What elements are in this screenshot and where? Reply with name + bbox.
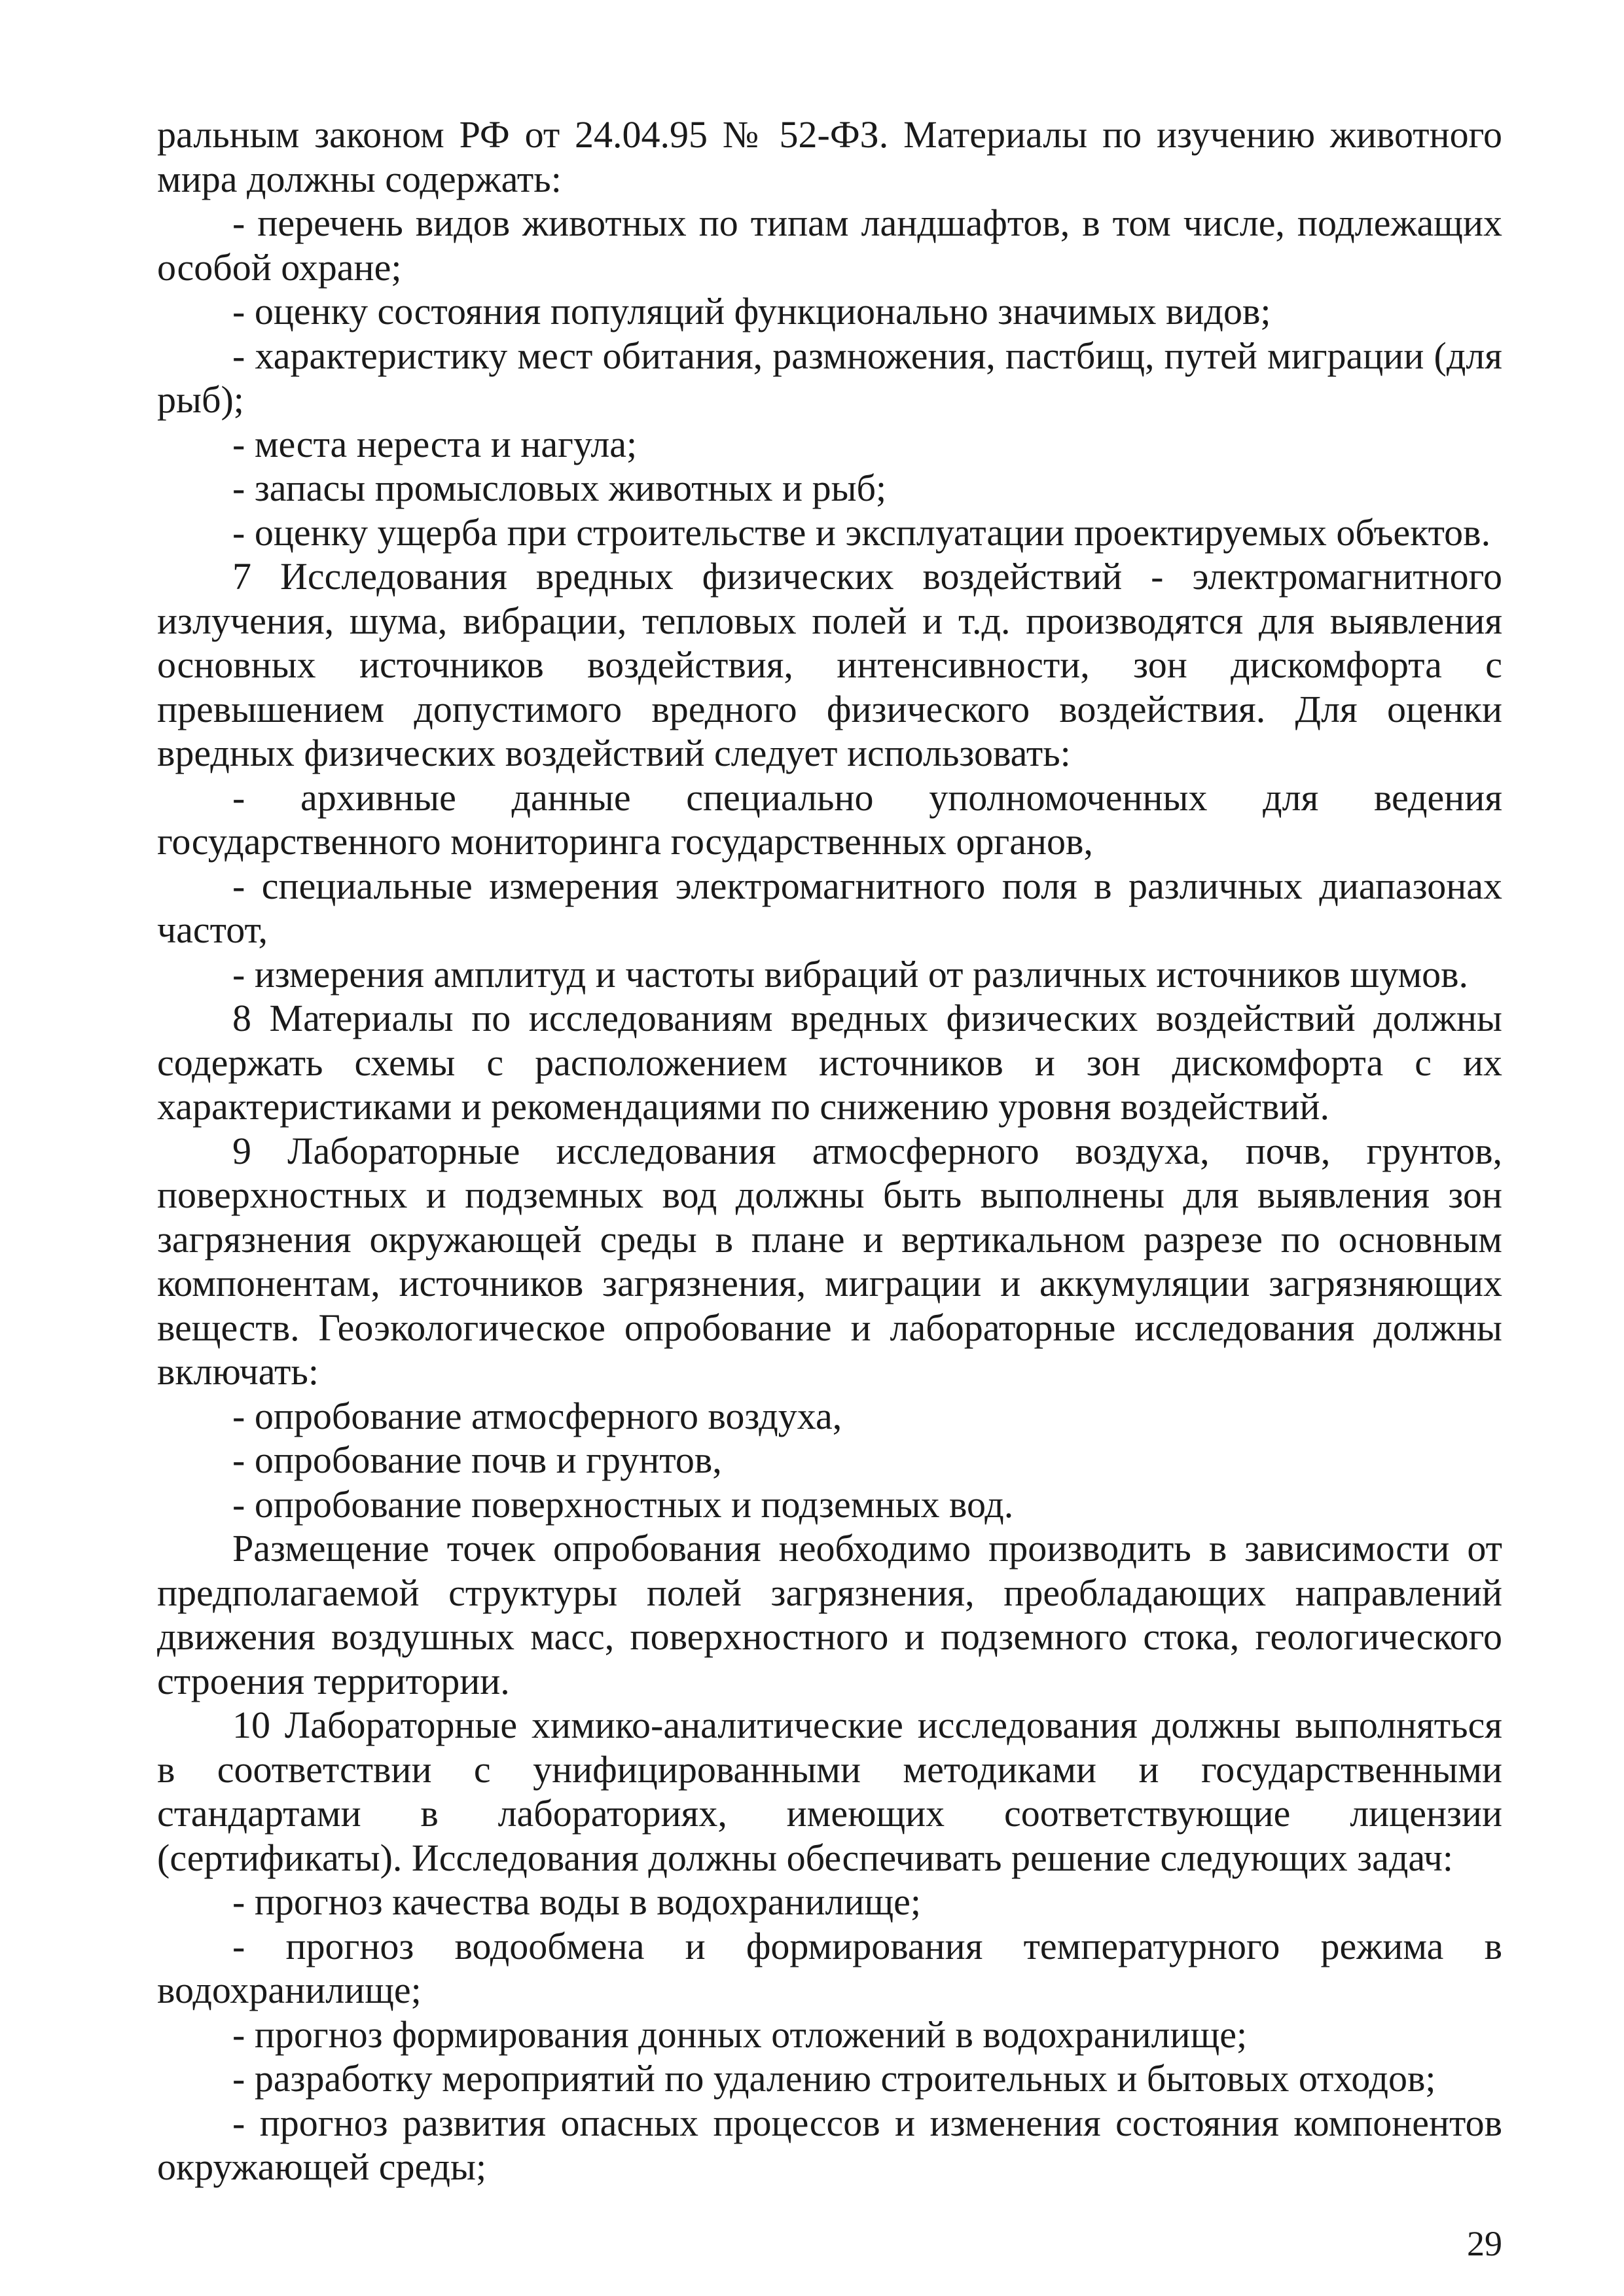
list-item: - опробование поверхностных и подземных вод. bbox=[232, 1482, 1014, 1526]
list-item: - оценку состояния популяций функционально значимых видов; bbox=[232, 290, 1271, 332]
list-item: - опробование почв и грунтов, bbox=[232, 1439, 722, 1481]
list-item: - запасы промысловых животных и рыб; bbox=[232, 467, 887, 509]
paragraph: ральным законом РФ от 24.04.95 № 52-ФЗ. Материалы по изучению животного мира должны содержать: bbox=[157, 113, 1502, 200]
list-item: - архивные данные специально уполномоченных для ведения государственного мониторинга государственных органов, bbox=[157, 776, 1502, 863]
paragraph: 7 Исследования вредных физических воздействий - электромагнитного излучения, шума, вибрации, тепловых полей и т.д. производятся для выявления основных источников воздействия, интенсивности, зон дискомфорта с превышением допустимого вредного физического воздействия. Для оценки вредных физических воздействий следует использовать: bbox=[157, 555, 1502, 774]
list-item: - прогноз водообмена и формирования температурного режима в водохранилище; bbox=[157, 1924, 1502, 2011]
page-number: 29 bbox=[1467, 2224, 1502, 2263]
list-item: - прогноз развития опасных процессов и изменения состояния компонентов окружающей среды; bbox=[157, 2101, 1502, 2188]
list-item: - прогноз качества воды в водохранилище; bbox=[232, 1880, 922, 1923]
paragraph: 8 Материалы по исследованиям вредных физических воздействий должны содержать схемы с расположением источников и зон дискомфорта с их характеристиками и рекомендациями по снижению уровня воздействий. bbox=[157, 997, 1502, 1128]
list-item: - прогноз формирования донных отложений в водохранилище; bbox=[232, 2013, 1248, 2056]
paragraph: 10 Лабораторные химико-аналитические исследования должны выполняться в соответствии с унифицированными методиками и государственными стандартами в лабораториях, имеющих соответствующие лицензии (сертификаты). Исследования должны обеспечивать решение следующих задач: bbox=[157, 1704, 1502, 1879]
list-item: - места нереста и нагула; bbox=[232, 422, 638, 465]
paragraph: 9 Лабораторные исследования атмосферного воздуха, почв, грунтов, поверхностных и подземных вод должны быть выполнены для выявления зон загрязнения окружающей среды в плане и вертикальном разрезе по основным компонентам, источников загрязнения, миграции и аккумуляции загрязняющих веществ. Геоэкологическое опробование и лабораторные исследования должны включать: bbox=[157, 1129, 1502, 1393]
list-item: - опробование атмосферного воздуха, bbox=[232, 1394, 842, 1437]
list-item: - измерения амплитуд и частоты вибраций от различных источников шумов. bbox=[232, 952, 1469, 996]
list-item: - перечень видов животных по типам ландшафтов, в том числе, подлежащих особой охране; bbox=[157, 202, 1502, 289]
list-item: - характеристику мест обитания, размножения, пастбищ, путей миграции (для рыб); bbox=[157, 334, 1502, 421]
paragraph: Размещение точек опробования необходимо производить в зависимости от предполагаемой структуры полей загрязнения, преобладающих направлений движения воздушных масс, поверхностного и подземного стока, геологического строения территории. bbox=[157, 1527, 1502, 1702]
body-text bbox=[157, 113, 1502, 2189]
list-item: - разработку мероприятий по удалению строительных и бытовых отходов; bbox=[232, 2057, 1436, 2100]
list-item: - специальные измерения электромагнитного поля в различных диапазонах частот, bbox=[157, 864, 1502, 951]
list-item: - оценку ущерба при строительстве и эксплуатации проектируемых объектов. bbox=[232, 511, 1491, 554]
